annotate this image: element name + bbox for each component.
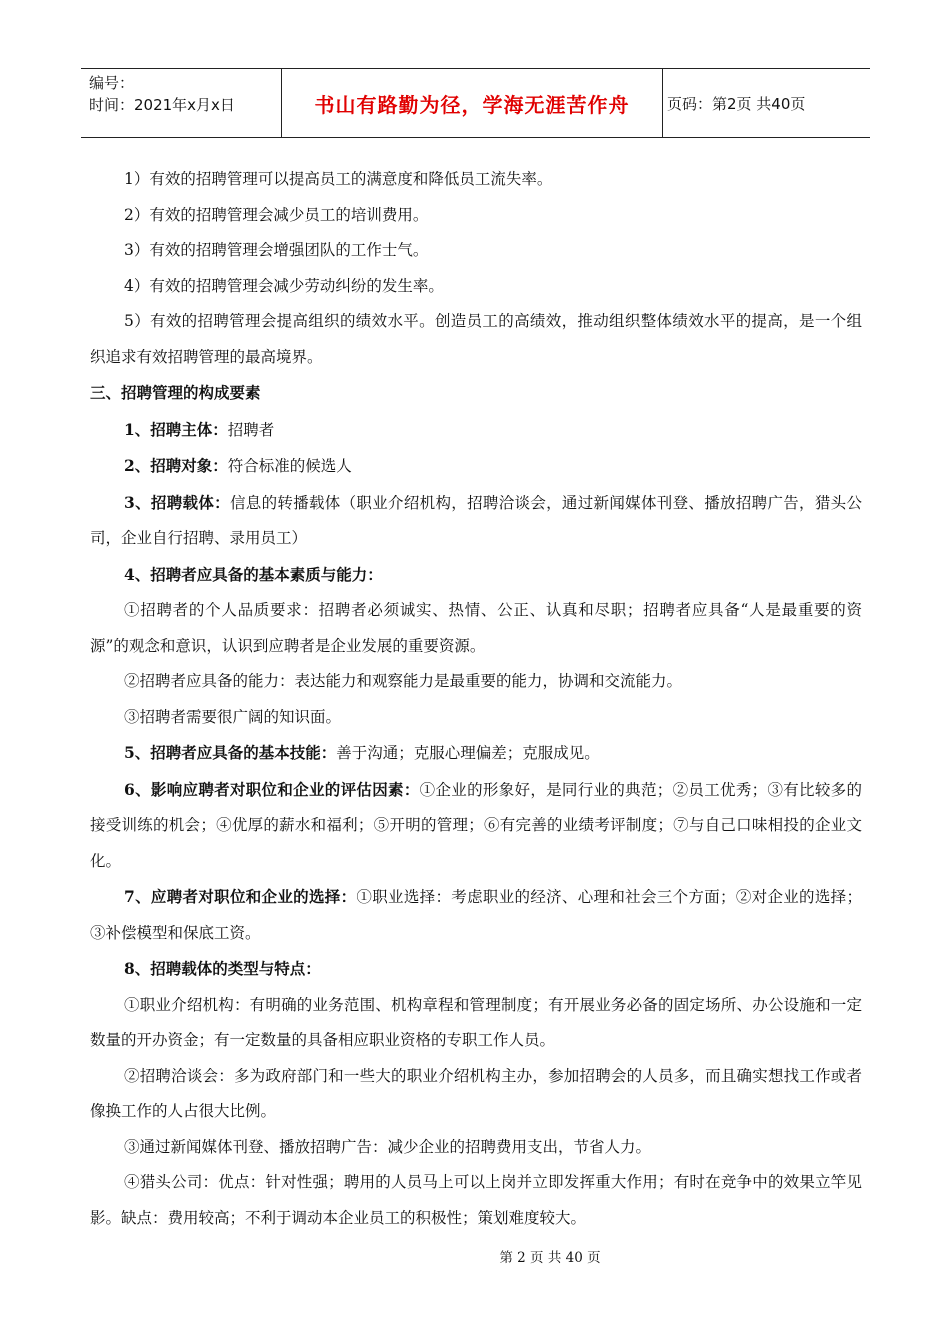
paragraph-text: ④猎头公司：优点：针对性强；聘用的人员马上可以上岗并立即发挥重大作用；有时在竞争中的效果立竿见影。缺点：费用较高；不利于调动本企业员工的积极性；策划难度较大。 [90, 1173, 862, 1227]
paragraph [90, 1059, 862, 1130]
paragraph [90, 1165, 862, 1236]
paragraph [90, 735, 862, 772]
paragraph-text: ②招聘者应具备的能力：表达能力和观察能力是最重要的能力，协调和交流能力。 [124, 672, 683, 690]
paragraph-text: ①职业介绍机构：有明确的业务范围、机构章程和管理制度；有开展业务必备的固定场所、办公设施和一定数量的开办资金；有一定数量的具备相应职业资格的专职工作人员。 [90, 995, 862, 1049]
header-motto-cell [281, 69, 663, 137]
paragraph [90, 162, 862, 198]
page-header [81, 68, 870, 138]
paragraph-text: ①企业的形象好，是同行业的典范；②员工优秀；③有比较多的接受训练的机会；④优厚的薪水和福利；⑤开明的管理；⑥有完善的业绩考评制度；⑦与自己口味相投的企业文化。 [90, 780, 862, 870]
paragraph-text: 善于沟通；克服心理偏差；克服成见。 [336, 744, 600, 762]
footer-page-number: 第 2 页 共 40 页 [499, 1250, 601, 1266]
page-info: 页码：第2页 共40页 [667, 94, 806, 113]
paragraph-text: 符合标准的候选人 [227, 457, 352, 475]
paragraph-text: ①招聘者的个人品质要求：招聘者必须诚实、热情、公正、认真和尽职；招聘者应具备“人是最重要的资源”的观念和意识，认识到应聘者是企业发展的重要资源。 [90, 601, 862, 655]
date-label: 时间：2021年x月x日 [89, 96, 235, 114]
paragraph [90, 198, 862, 234]
paragraph [90, 593, 862, 664]
paragraph [90, 304, 862, 375]
paragraph [90, 700, 862, 736]
paragraph [90, 448, 862, 485]
paragraph-text: ②招聘洽谈会：多为政府部门和一些大的职业介绍机构主办，参加招聘会的人员多，而且确实想找工作或者像换工作的人占很大比例。 [90, 1066, 862, 1120]
paragraph-heading: 4、招聘者应具备的基本素质与能力： [124, 564, 383, 584]
paragraph [90, 233, 862, 269]
paragraph-text: 信息的转播载体（职业介绍机构，招聘洽谈会，通过新闻媒体刊登、播放招聘广告，猎头公司，企业自行招聘、录用员工） [90, 493, 862, 547]
motto: 书山有路勤为径，学海无涯苦作舟 [314, 92, 630, 117]
paragraph-text: ③通过新闻媒体刊登、播放招聘广告：减少企业的招聘费用支出，节省人力。 [124, 1137, 652, 1156]
document-body [90, 162, 862, 1236]
paragraph-heading: 三、招聘管理的构成要素 [90, 383, 261, 402]
paragraph [90, 485, 862, 557]
paragraph-text: ①职业选择：考虑职业的经济、心理和社会三个方面；②对企业的选择；③补偿模型和保底工资。 [90, 888, 862, 942]
paragraph [90, 772, 862, 880]
paragraph [90, 988, 862, 1059]
paragraph-heading: 7、应聘者对职位和企业的选择： [124, 887, 357, 906]
paragraph [90, 557, 862, 594]
paragraph-heading: 1、招聘主体： [124, 419, 228, 439]
paragraph [90, 879, 862, 951]
paragraph-text: 招聘者 [227, 420, 275, 439]
paragraph-text: 3）有效的招聘管理会增强团队的工作士气。 [124, 241, 429, 259]
paragraph-heading: 8、招聘载体的类型与特点： [124, 959, 321, 978]
paragraph [90, 412, 862, 449]
paragraph-heading: 5、招聘者应具备的基本技能： [124, 743, 337, 762]
header-meta [81, 69, 281, 137]
paragraph-text: 5）有效的招聘管理会提高组织的绩效水平。创造员工的高绩效，推动组织整体绩效水平的提高，是一个组织追求有效招聘管理的最高境界。 [90, 312, 862, 366]
paragraph-text: 4）有效的招聘管理会减少劳动纠纷的发生率。 [124, 276, 444, 295]
paragraph-text: ③招聘者需要很广阔的知识面。 [124, 707, 342, 726]
paragraph-heading: 6、影响应聘者对职位和企业的评估因素： [124, 779, 420, 799]
paragraph-text: 1）有效的招聘管理可以提高员工的满意度和降低员工流失率。 [124, 170, 553, 188]
code-label: 编号： [89, 74, 135, 92]
paragraph-text: 2）有效的招聘管理会减少员工的培训费用。 [124, 205, 429, 224]
paragraph [90, 1130, 862, 1166]
paragraph [90, 269, 862, 305]
paragraph-heading: 3、招聘载体： [124, 492, 230, 512]
paragraph [90, 375, 862, 412]
paragraph [90, 664, 862, 700]
page-footer [0, 1246, 950, 1266]
paragraph-heading: 2、招聘对象： [124, 456, 228, 475]
paragraph [90, 951, 862, 988]
